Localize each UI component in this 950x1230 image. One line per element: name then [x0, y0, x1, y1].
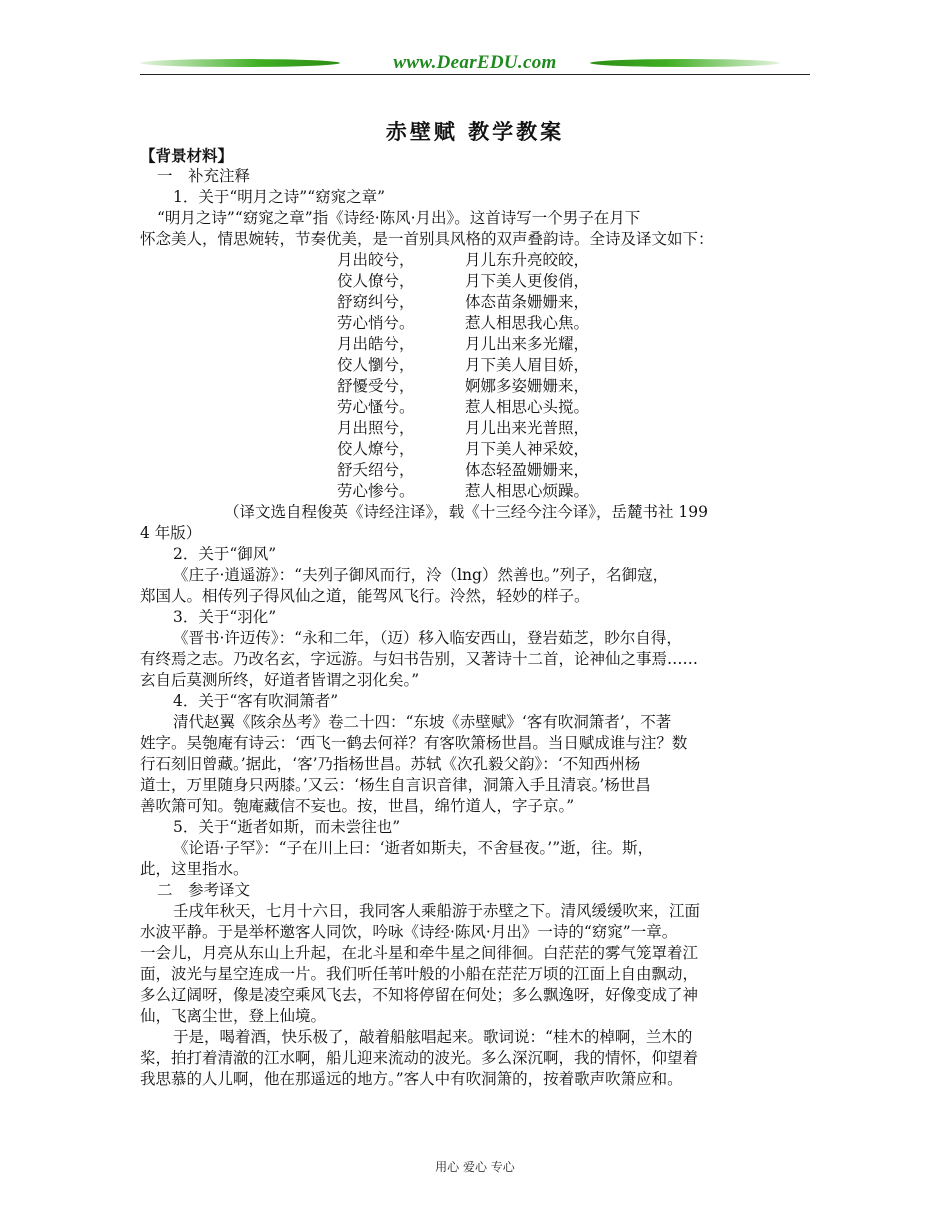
paragraph-line: 怀念美人，情思婉转，节奏优美，是一首别具风格的双声叠韵诗。全诗及译文如下：	[140, 230, 714, 248]
item-title: 2．关于“御风”	[173, 545, 277, 563]
poem-block	[140, 250, 820, 502]
poem-original-line: 舒窈纠兮，	[337, 293, 415, 311]
poem-original-line: 月出皓兮，	[337, 335, 415, 353]
poem-translation-line: 体态轻盈姗姗来，	[465, 461, 590, 479]
poem-original-line: 月出皎兮，	[337, 251, 415, 269]
poem-original-line: 舒夭绍兮，	[337, 461, 415, 479]
poem-row	[140, 355, 820, 376]
poem-translation-line: 惹人相思心头搅。	[465, 398, 590, 416]
poem-original-line: 佼人懰兮，	[337, 356, 415, 374]
site-header-banner	[140, 50, 810, 80]
poem-translation-line: 婀娜多姿姗姗来，	[465, 377, 590, 395]
paragraph-line: 面，波光与星空连成一片。我们听任苇叶般的小船在茫茫万顷的江面上自由飘动，	[140, 965, 699, 983]
paragraph-line: 道士，万里随身只两膝。’又云：‘杨生自言识音律，洞箫入手且清哀。’杨世昌	[140, 776, 651, 794]
item-title: 1．关于“明月之诗”“窈窕之章”	[173, 188, 386, 206]
paragraph-line: “明月之诗”“窈窕之章”指《诗经·陈风·月出》。这首诗写一个男子在月下	[157, 209, 641, 227]
paragraph-line: 仙，飞离尘世，登上仙境。	[140, 1007, 327, 1025]
green-swoosh-right	[590, 59, 780, 67]
poem-note: 4 年版）	[140, 524, 202, 542]
paragraph-line: 《晋书·许迈传》：“永和二年，（迈）移入临安西山，登岩茹芝，眇尔自得，	[173, 629, 682, 647]
paragraph-line: 此，这里指水。	[140, 860, 249, 878]
poem-original-line: 劳心悄兮。	[337, 314, 415, 332]
header-rule	[140, 74, 810, 75]
poem-row	[140, 292, 820, 313]
paragraph-line: 于是，喝着酒，快乐极了，敲着船舷唱起来。歌词说：“桂木的棹啊，兰木的	[173, 1028, 693, 1046]
paragraph-line: 《庄子·逍遥游》：“夫列子御风而行，泠（lng）然善也。”列子，名御寇，	[173, 566, 669, 584]
document-title: 赤壁赋 教学教案	[385, 119, 565, 144]
paragraph-line: 水波平静。于是举杯邀客人同饮，吟咏《诗经·陈风·月出》一诗的“窈窕”一章。	[140, 923, 678, 941]
poem-row	[140, 250, 820, 271]
poem-original-line: 佼人僚兮，	[337, 272, 415, 290]
paragraph-line: 善吹箫可知。匏庵藏信不妄也。按，世昌，绵竹道人，字子京。”	[140, 797, 575, 815]
paragraph-line: 壬戌年秋天，七月十六日，我同客人乘船游于赤壁之下。清风缓缓吹来，江面	[173, 902, 701, 920]
paragraph-line: 行石刻旧曾藏。’据此，‘客’乃指杨世昌。苏轼《次孔毅父韵》：‘不知西州杨	[140, 755, 641, 773]
poem-row	[140, 334, 820, 355]
paragraph-line: 玄自后莫测所终，好道者皆谓之羽化矣。”	[140, 671, 420, 689]
site-name: www.DearEDU.com	[393, 52, 557, 73]
poem-original-line: 佼人燎兮，	[337, 440, 415, 458]
paragraph-line: 桨，拍打着清澈的江水啊，船儿迎来流动的波光。多么深沉啊，我的情怀，仰望着	[140, 1049, 699, 1067]
poem-translation-line: 惹人相思心烦躁。	[465, 482, 590, 500]
item-title: 3．关于“羽化”	[173, 608, 277, 626]
paragraph-line: 《论语·子罕》：“子在川上曰：‘逝者如斯夫，不舍昼夜。’”逝，往。斯，	[173, 839, 654, 857]
poem-row	[140, 313, 820, 334]
paragraph-line: 姓字。吴匏庵有诗云：‘西飞一鹤去何祥？有客吹箫杨世昌。当日赋成谁与注？数	[140, 734, 688, 752]
poem-translation-line: 月下美人更俊俏，	[465, 272, 590, 290]
poem-row	[140, 460, 820, 481]
poem-translation-line: 月儿出来多光耀，	[465, 335, 590, 353]
poem-original-line: 舒懮受兮，	[337, 377, 415, 395]
poem-row	[140, 397, 820, 418]
poem-row	[140, 376, 820, 397]
poem-translation-line: 月下美人神采姣，	[465, 440, 590, 458]
poem-original-line: 劳心惨兮。	[337, 482, 415, 500]
poem-original-line: 月出照兮，	[337, 419, 415, 437]
paragraph-line: 我思慕的人儿啊，他在那遥远的地方。”客人中有吹洞箫的，按着歌声吹箫应和。	[140, 1070, 683, 1088]
item-title: 5．关于“逝者如斯，而未尝往也”	[173, 818, 401, 836]
paragraph-line: 有终焉之志。乃改名玄，字远游。与妇书告别，又著诗十二首，论神仙之事焉……	[140, 650, 699, 668]
poem-row	[140, 481, 820, 502]
poem-translation-line: 月儿东升亮皎皎，	[465, 251, 590, 269]
page-footer: 用心 爱心 专心	[435, 1160, 515, 1174]
paragraph-line: 清代赵翼《陔余丛考》卷二十四：“东坡《赤壁赋》‘客有吹洞箫者’，不著	[173, 713, 672, 731]
poem-translation-line: 月下美人眉目娇，	[465, 356, 590, 374]
paragraph-line: 多么辽阔呀，像是凌空乘风飞去，不知将停留在何处；多么飘逸呀，好像变成了神	[140, 986, 699, 1004]
poem-row	[140, 418, 820, 439]
paragraph-line: 一会儿，月亮从东山上升起，在北斗星和牵牛星之间徘徊。白茫茫的雾气笼罩着江	[140, 944, 699, 962]
poem-translation-line: 月儿出来光普照，	[465, 419, 590, 437]
part-heading: 二 参考译文	[157, 881, 251, 899]
poem-translation-line: 惹人相思我心焦。	[465, 314, 590, 332]
poem-row	[140, 439, 820, 460]
section-heading: 【背景材料】	[140, 146, 234, 165]
poem-original-line: 劳心慅兮。	[337, 398, 415, 416]
document-body	[140, 145, 820, 1090]
poem-note: （译文选自程俊英《诗经注译》，载《十三经今注今译》，岳麓书社 199	[224, 503, 709, 521]
paragraph-line: 郑国人。相传列子得风仙之道，能驾风飞行。泠然，轻妙的样子。	[140, 587, 590, 605]
poem-translation-line: 体态苗条姗姗来，	[465, 293, 590, 311]
part-heading: 一 补充注释	[157, 167, 251, 185]
item-title: 4．关于“客有吹洞箫者”	[173, 692, 339, 710]
poem-row	[140, 271, 820, 292]
